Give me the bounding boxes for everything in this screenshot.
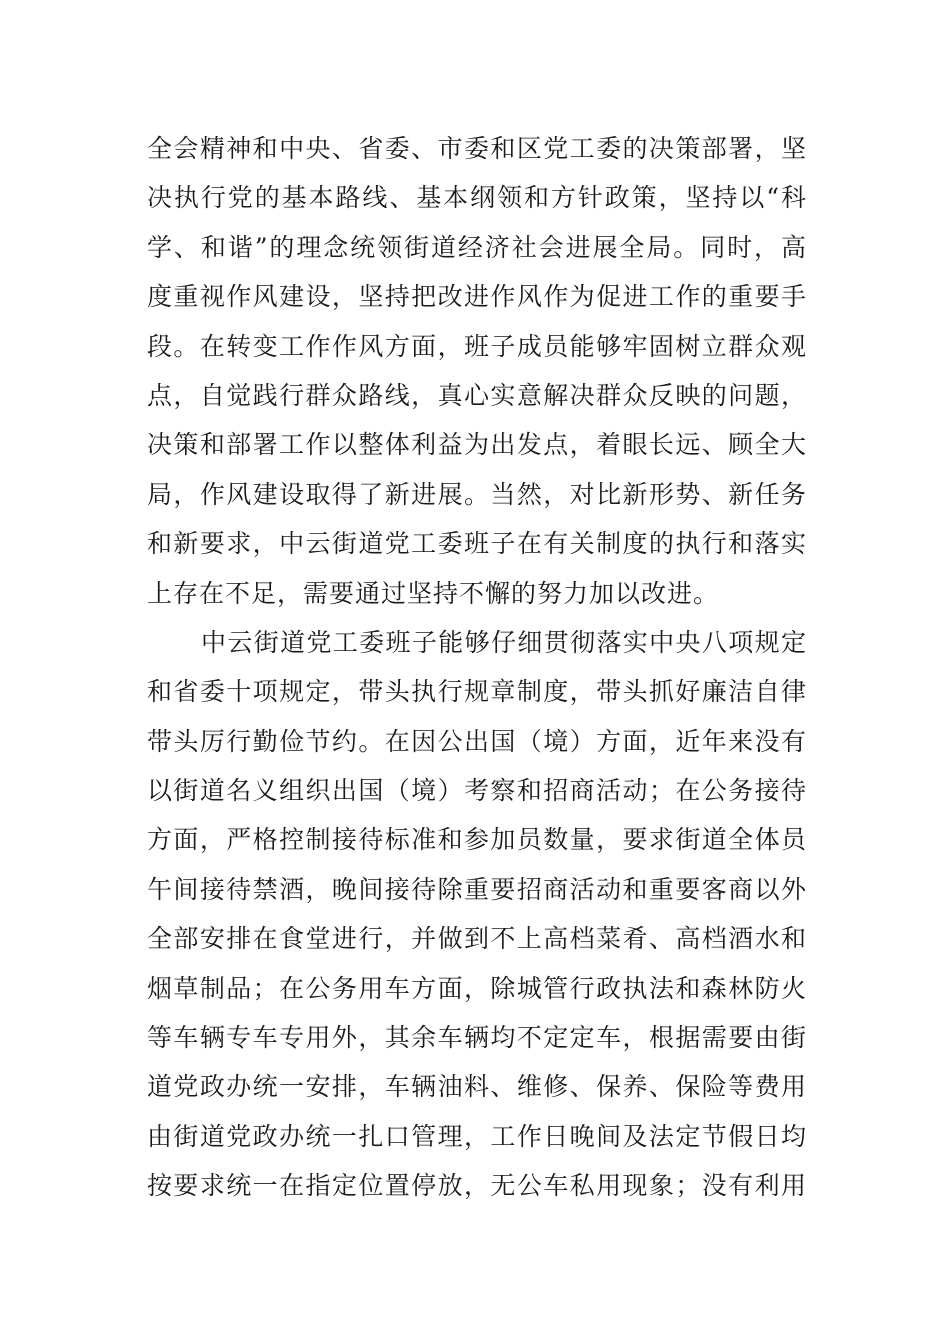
text-line: 决策和部署工作以整体利益为出发点，着眼长远、顾全大 [147,430,807,460]
text-line: 午间接待禁酒，晚间接待除重要招商活动和重要客商以外 [147,874,807,904]
text-line: 带头厉行勤俭节约。在因公出国（境）方面，近年来没有 [147,726,807,756]
text-line: 中云街道党工委班子能够仔细贯彻落实中央八项规定 [201,627,807,657]
text-line: 和新要求，中云街道党工委班子在有关制度的执行和落实 [147,529,807,559]
text-line: 上存在不足，需要通过坚持不懈的努力加以改进。 [147,578,720,608]
text-line: 和省委十项规定，带头执行规章制度，带头抓好廉洁自律 [147,677,807,707]
text-line: 全会精神和中央、省委、市委和区党工委的决策部署，坚 [147,134,807,163]
body-text [147,124,807,1211]
text-line: 道党政办统一安排，车辆油料、维修、保养、保险等费用 [147,1072,807,1102]
text-line: 等车辆专车专用外，其余车辆均不定定车，根据需要由街 [147,1023,807,1053]
text-line: 烟草制品；在公务用车方面，除城管行政执法和森林防火 [147,973,807,1003]
text-line: 以街道名义组织出国（境）考察和招商活动；在公务接待 [147,776,807,806]
paragraph-2 [147,618,807,1211]
text-line: 段。在转变工作作风方面，班子成员能够牢固树立群众观 [147,331,807,361]
text-line: 度重视作风建设，坚持把改进作风作为促进工作的重要手 [147,282,807,312]
text-line: 全部安排在食堂进行，并做到不上高档菜肴、高档酒水和 [147,924,807,954]
text-line: 决执行党的基本路线、基本纲领和方针政策，坚持以“科 [147,183,807,213]
text-line: 按要求统一在指定位置停放，无公车私用现象；没有利用 [147,1171,807,1201]
text-line: 由街道党政办统一扎口管理，工作日晚间及法定节假日均 [147,1121,807,1151]
paragraph-1 [147,124,807,618]
text-line: 点，自觉践行群众路线，真心实意解决群众反映的问题， [147,380,807,410]
text-line: 方面，严格控制接待标准和参加员数量，要求街道全体员 [147,825,807,855]
text-line: 局，作风建设取得了新进展。当然，对比新形势、新任务 [147,479,807,509]
text-line: 学、和谐”的理念统领街道经济社会进展全局。同时，高 [147,232,807,262]
